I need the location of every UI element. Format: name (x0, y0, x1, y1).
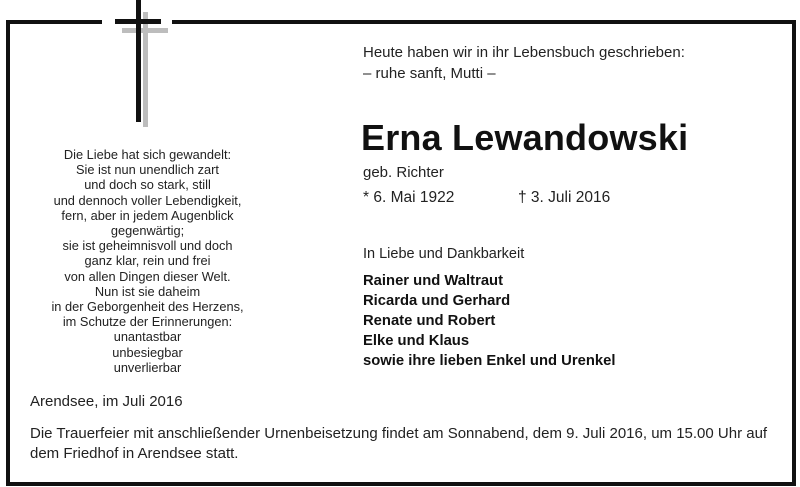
mourner-name: Renate und Robert (363, 313, 496, 329)
deceased-name: Erna Lewandowski (361, 117, 689, 158)
poem-line: und dennoch voller Lebendigkeit, (53, 192, 242, 208)
mourners-list (363, 271, 615, 371)
mourner-name: Elke und Klaus (363, 333, 470, 349)
poem-line: ganz klar, rein und frei (84, 253, 211, 269)
poem-line: von allen Dingen dieser Welt. (64, 268, 231, 284)
poem-line: sie ist geheimnisvoll und doch (62, 238, 233, 254)
poem-line: Sie ist nun unendlich zart (76, 162, 219, 178)
motto (363, 42, 685, 84)
poem-line: und doch so stark, still (84, 177, 211, 193)
mourner-name: Ricarda und Gerhard (363, 293, 511, 309)
birth-date: * 6. Mai 1922 (363, 189, 455, 206)
mourner-name: Rainer und Waltraut (363, 273, 504, 289)
funeral-notice: Die Trauerfeier mit anschließender Urnenbeisetzung findet am Sonnabend, dem 9. Juli 2016, um 15.00 Uhr auf dem Friedhof in Arendsee statt. (30, 425, 768, 462)
poem-line: in der Geborgenheit des Herzens, (51, 299, 244, 315)
poem-line: unantastbar (113, 329, 182, 345)
death-date: † 3. Juli 2016 (518, 189, 611, 206)
poem-line: Die Liebe hat sich gewandelt: (63, 147, 232, 162)
poem-line: Nun ist sie daheim (94, 283, 201, 299)
place-date: Arendsee, im Juli 2016 (30, 393, 183, 410)
poem-line: im Schutze der Erinnerungen: (62, 314, 233, 330)
mourner-name: sowie ihre lieben Enkel und Urenkel (363, 353, 616, 369)
mourners-intro: In Liebe und Dankbarkeit (363, 246, 525, 262)
maiden-name: geb. Richter (363, 164, 444, 181)
motto-line: Heute haben wir in ihr Lebensbuch geschrieben: (363, 44, 685, 61)
poem-line: unbesiegbar (112, 344, 183, 360)
poem-line: unverlierbar (113, 359, 182, 375)
poem-line: fern, aber in jedem Augenblick (61, 207, 234, 223)
poem (20, 147, 275, 375)
poem-line: gegenwärtig; (110, 223, 185, 239)
motto-line: – ruhe sanft, Mutti – (363, 65, 496, 82)
